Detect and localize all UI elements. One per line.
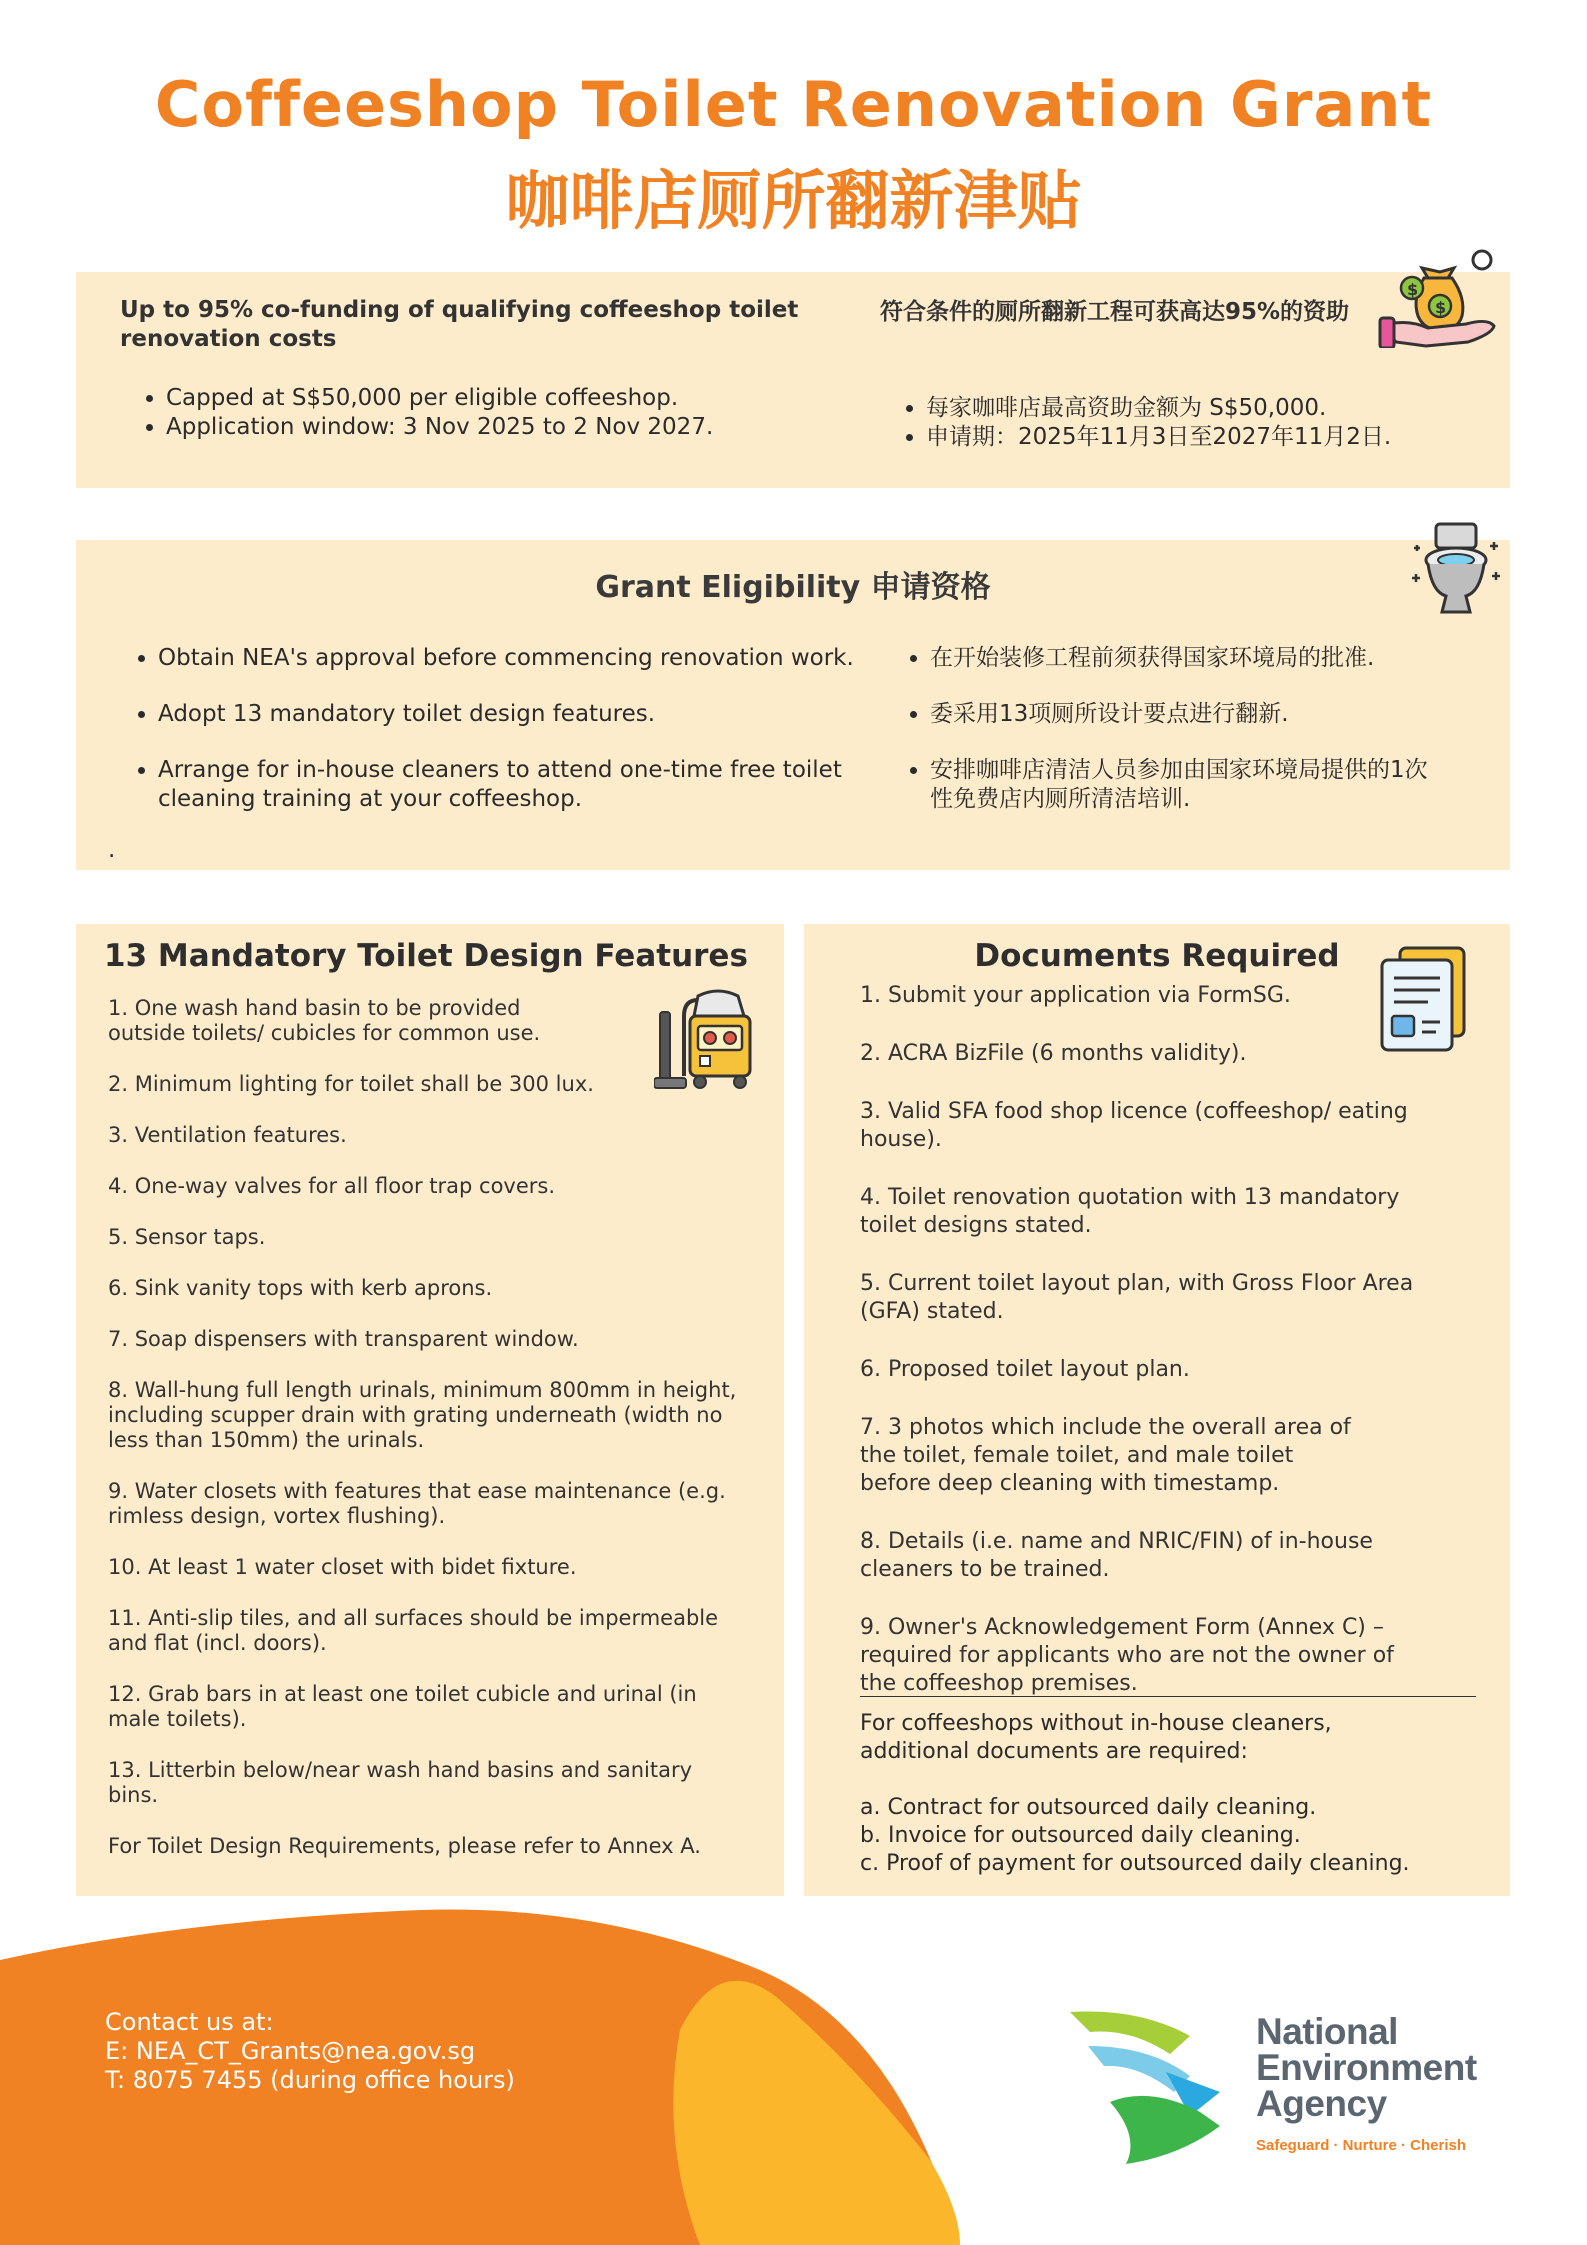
document-extra-item: c. Proof of payment for outsourced daily cleaning. [860,1851,1410,1876]
contact-label: Contact us at: [105,2008,274,2036]
contact-phone[interactable]: T: 8075 7455 (during office hours) [105,2066,515,2094]
eligibility-item: • 委采用13项厕所设计要点进行翻新. [930,700,1430,729]
nea-logo-line: National [1256,2011,1398,2052]
eligibility-item: • 安排咖啡店清洁人员参加由国家环境局提供的1次性免费店内厕所清洁培训. [930,756,1430,814]
document-icon [1376,944,1472,1054]
features-list [108,996,748,1859]
document-item: 3. Valid SFA food shop licence (coffeeshop/ eating house). [860,1099,1408,1152]
feature-item: 8. Wall-hung full length urinals, minimum 800mm in height, including scupper drain with grating underneath (width no less than 150mm) the urinals. [108,1378,737,1452]
nea-logo-line: Environment [1256,2047,1477,2088]
feature-item: 4. One-way valves for all floor trap covers. [108,1174,556,1198]
page-title-chinese: 咖啡店厕所翻新津贴 [505,165,1082,239]
nea-logo-icon [1070,2006,1246,2170]
eligibility-trailing-dot: . [108,837,116,863]
eligibility-item: • 在开始装修工程前须获得国家环境局的批准. [930,644,1430,673]
feature-item: 7. Soap dispensers with transparent window. [108,1327,579,1351]
eligibility-panel [76,540,1510,870]
documents-heading: Documents Required [974,938,1340,974]
eligibility-item: • Adopt 13 mandatory toilet design features. [158,700,858,729]
feature-item: 6. Sink vanity tops with kerb aprons. [108,1276,493,1300]
cleaning-machine-icon [654,986,754,1090]
nea-logo-line: Agency [1256,2083,1387,2124]
feature-item: 12. Grab bars in at least one toilet cubicle and urinal (in male toilets). [108,1682,697,1731]
eligibility-list-en [128,644,858,814]
document-item: 9. Owner's Acknowledgement Form (Annex C) – required for applicants who are not the owner of the coffeeshop premises. [860,1615,1394,1696]
contact-email[interactable]: E: NEA_CT_Grants@nea.gov.sg [105,2037,476,2065]
funding-headline-zh: 符合条件的厕所翻新工程可获高达95%的资助 [880,299,1350,325]
feature-item: 2. Minimum lighting for toilet shall be 300 lux. [108,1072,594,1096]
features-panel [76,924,784,1896]
documents-extra-list [860,1794,1480,1878]
document-item: 7. 3 photos which include the overall area of the toilet, female toilet, and male toilet before deep cleaning with timestamp. [860,1415,1351,1496]
svg-text:$: $ [1435,298,1447,317]
feature-item: 5. Sensor taps. [108,1225,266,1249]
nea-logo-text [1256,2011,1477,2124]
eligibility-item: • Obtain NEA's approval before commencing renovation work. [158,644,858,673]
features-heading: 13 Mandatory Toilet Design Features [104,938,748,974]
feature-item: 1. One wash hand basin to be provided outside toilets/ cubicles for common use. [108,996,541,1045]
money-hand-icon [1376,238,1506,348]
document-item: 6. Proposed toilet layout plan. [860,1357,1190,1382]
eligibility-list-zh [900,644,1430,814]
funding-bullet: • 每家咖啡店最高资助金额为 S$50,000. [926,394,1486,423]
funding-bullet: • Capped at S$50,000 per eligible coffeeshop. [166,384,826,413]
contact-block [105,2008,515,2095]
feature-item: 10. At least 1 water closet with bidet fixture. [108,1555,577,1579]
documents-panel [804,924,1510,1896]
features-footnote: For Toilet Design Requirements, please refer to Annex A. [108,1834,701,1858]
funding-panel [76,272,1510,488]
documents-list [860,982,1430,1698]
toilet-icon [1406,518,1502,618]
document-item: 2. ACRA BizFile (6 months validity). [860,1041,1247,1066]
feature-item: 13. Litterbin below/near wash hand basins and sanitary bins. [108,1758,693,1807]
documents-extra-intro: For coffeeshops without in-house cleaners, additional documents are required: [860,1711,1332,1764]
feature-item: 3. Ventilation features. [108,1123,347,1147]
funding-headline-en: Up to 95% co-funding of qualifying coffeeshop toilet renovation costs [120,297,799,352]
document-extra-item: b. Invoice for outsourced daily cleaning. [860,1823,1301,1848]
document-item: 5. Current toilet layout plan, with Gross Floor Area (GFA) stated. [860,1271,1414,1324]
nea-tagline: Safeguard · Nurture · Cherish [1256,2137,1467,2154]
funding-bullets-en [136,384,826,442]
funding-bullet: • Application window: 3 Nov 2025 to 2 Nov 2027. [166,413,826,442]
documents-divider [860,1696,1476,1697]
document-item: 4. Toilet renovation quotation with 13 mandatory toilet designs stated. [860,1185,1400,1238]
page-title: Coffeeshop Toilet Renovation Grant [154,68,1433,141]
feature-item: 9. Water closets with features that ease maintenance (e.g. rimless design, vortex flushing). [108,1479,726,1528]
document-item: 1. Submit your application via FormSG. [860,983,1291,1008]
funding-bullets-zh [896,394,1486,452]
feature-item: 11. Anti-slip tiles, and all surfaces should be impermeable and flat (incl. doors). [108,1606,719,1655]
svg-text:$: $ [1407,280,1419,299]
document-item: 8. Details (i.e. name and NRIC/FIN) of in-house cleaners to be trained. [860,1529,1373,1582]
eligibility-item: • Arrange for in-house cleaners to attend one-time free toilet cleaning training at your coffeeshop. [158,756,858,814]
document-extra-item: a. Contract for outsourced daily cleaning. [860,1795,1317,1820]
funding-bullet: • 申请期：2025年11月3日至2027年11月2日. [926,423,1486,452]
eligibility-heading: Grant Eligibility 申请资格 [595,570,991,605]
